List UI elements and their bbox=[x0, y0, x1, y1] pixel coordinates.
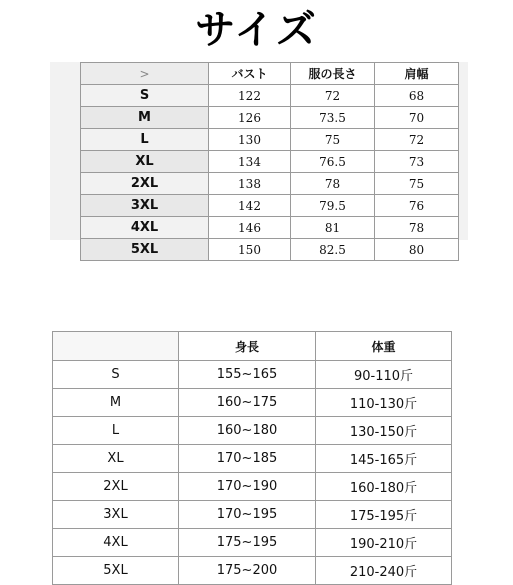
table-cell: 76 bbox=[375, 195, 459, 217]
table-cell: 160~180 bbox=[179, 417, 316, 445]
table-cell: 78 bbox=[375, 217, 459, 239]
table-cell: 170~190 bbox=[179, 473, 316, 501]
table-row bbox=[53, 389, 452, 417]
table-row bbox=[53, 417, 452, 445]
table-cell: 160-180斤 bbox=[316, 473, 452, 501]
table-row bbox=[81, 151, 459, 173]
table-cell: 142 bbox=[209, 195, 291, 217]
table-cell: 150 bbox=[209, 239, 291, 261]
corner-cell: > bbox=[81, 63, 209, 85]
size-label: 3XL bbox=[53, 501, 179, 529]
page-title: サイズ bbox=[195, 7, 318, 53]
table-cell: 75 bbox=[375, 173, 459, 195]
size-label: S bbox=[53, 361, 179, 389]
corner-cell bbox=[53, 332, 179, 361]
table-row bbox=[53, 361, 452, 389]
table-cell: 72 bbox=[291, 85, 375, 107]
table-row bbox=[81, 85, 459, 107]
size-label: 5XL bbox=[81, 239, 209, 261]
table-cell: 80 bbox=[375, 239, 459, 261]
header-bust: バスト bbox=[209, 63, 291, 85]
header-length: 服の長さ bbox=[291, 63, 375, 85]
table-cell: 146 bbox=[209, 217, 291, 239]
table-cell: 130-150斤 bbox=[316, 417, 452, 445]
table-row bbox=[81, 195, 459, 217]
table-row bbox=[53, 445, 452, 473]
fit-guide-table bbox=[52, 331, 452, 585]
table-cell: 73.5 bbox=[291, 107, 375, 129]
table-cell: 175-195斤 bbox=[316, 501, 452, 529]
table-cell: 170~195 bbox=[179, 501, 316, 529]
table-cell: 76.5 bbox=[291, 151, 375, 173]
header-shoulder: 肩幅 bbox=[375, 63, 459, 85]
table-cell: 160~175 bbox=[179, 389, 316, 417]
size-label: XL bbox=[53, 445, 179, 473]
table-cell: 170~185 bbox=[179, 445, 316, 473]
table-cell: 130 bbox=[209, 129, 291, 151]
size-label: 2XL bbox=[53, 473, 179, 501]
table-cell: 73 bbox=[375, 151, 459, 173]
table-cell: 72 bbox=[375, 129, 459, 151]
table-cell: 122 bbox=[209, 85, 291, 107]
table-cell: 190-210斤 bbox=[316, 529, 452, 557]
table-cell: 82.5 bbox=[291, 239, 375, 261]
table-cell: 155~165 bbox=[179, 361, 316, 389]
size-label: L bbox=[53, 417, 179, 445]
size-label: L bbox=[81, 129, 209, 151]
table-cell: 79.5 bbox=[291, 195, 375, 217]
header-weight: 体重 bbox=[316, 332, 452, 361]
garment-size-table bbox=[80, 62, 459, 261]
table-cell: 90-110斤 bbox=[316, 361, 452, 389]
table-row bbox=[81, 107, 459, 129]
size-label: M bbox=[81, 107, 209, 129]
size-label: 3XL bbox=[81, 195, 209, 217]
size-label: 4XL bbox=[81, 217, 209, 239]
table-cell: 81 bbox=[291, 217, 375, 239]
table-cell: 145-165斤 bbox=[316, 445, 452, 473]
table-cell: 175~200 bbox=[179, 557, 316, 585]
table-cell: 126 bbox=[209, 107, 291, 129]
table-row bbox=[53, 557, 452, 585]
table-cell: 175~195 bbox=[179, 529, 316, 557]
table-cell: 75 bbox=[291, 129, 375, 151]
size-label: 2XL bbox=[81, 173, 209, 195]
table-cell: 138 bbox=[209, 173, 291, 195]
size-label: XL bbox=[81, 151, 209, 173]
table-header-row bbox=[81, 63, 459, 85]
background-smudge bbox=[458, 62, 468, 240]
table-cell: 70 bbox=[375, 107, 459, 129]
table-row bbox=[81, 239, 459, 261]
table-header-row bbox=[53, 332, 452, 361]
table-cell: 68 bbox=[375, 85, 459, 107]
size-label: S bbox=[81, 85, 209, 107]
table-row bbox=[81, 129, 459, 151]
header-height: 身長 bbox=[179, 332, 316, 361]
table-cell: 134 bbox=[209, 151, 291, 173]
table-row bbox=[53, 529, 452, 557]
size-label: 4XL bbox=[53, 529, 179, 557]
table-cell: 78 bbox=[291, 173, 375, 195]
table-row bbox=[53, 473, 452, 501]
table-row bbox=[53, 501, 452, 529]
table-cell: 210-240斤 bbox=[316, 557, 452, 585]
size-label: 5XL bbox=[53, 557, 179, 585]
table-row bbox=[81, 217, 459, 239]
table-row bbox=[81, 173, 459, 195]
table-cell: 110-130斤 bbox=[316, 389, 452, 417]
size-label: M bbox=[53, 389, 179, 417]
background-smudge bbox=[50, 62, 80, 240]
